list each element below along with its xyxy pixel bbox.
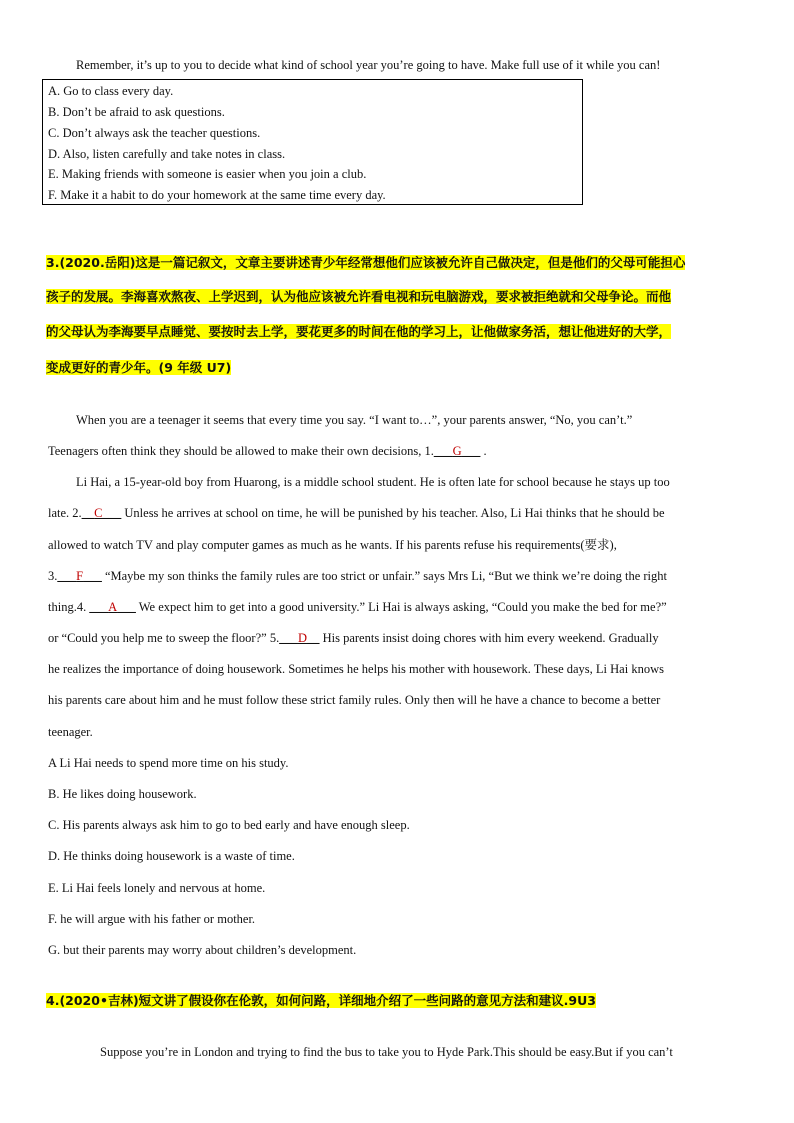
passage-line: 3.___F___ “Maybe my son thinks the family rules are too strict or unfair.” says Mrs Li, “But we think we’re doing the right <box>48 569 667 583</box>
q4-heading-line <box>46 990 596 1012</box>
passage-line: teenager. <box>48 725 93 739</box>
passage-line: he realizes the importance of doing housework. Sometimes he helps his mother with housework. These days, Li Hai knows <box>48 662 664 676</box>
blank-2: __C___ <box>81 506 122 520</box>
q3-heading-text: 3.(2020.岳阳)这是一篇记叙文，文章主要讲述青少年经常想他们应该被允许自己做决定，但是他们的父母可能担心 <box>46 255 686 270</box>
q3-option: A Li Hai needs to spend more time on his study. <box>48 756 289 770</box>
q3-option: F. he will argue with his father or mother. <box>48 912 256 926</box>
q4-heading-text: 4.(2020•吉林)短文讲了假设你在伦敦，如何问路，详细地介绍了一些问路的意见方法和建议.9U3 <box>46 993 596 1008</box>
q3-heading-line <box>46 357 231 379</box>
passage-line: or “Could you help me to sweep the floor?” 5.___D__ His parents insist doing chores with him every weekend. Gradually <box>48 631 659 645</box>
answer-5: D <box>297 631 307 645</box>
answer-1: G <box>452 444 462 458</box>
answer-4: A <box>108 600 118 614</box>
q3-heading-line <box>46 286 671 308</box>
box-option: D. Also, listen carefully and take notes in class. <box>48 147 286 161</box>
passage-line: Teenagers often think they should be allowed to make their own decisions, 1.___G___ . <box>48 444 487 458</box>
passage-line: thing.4. ___A___ We expect him to get into a good university.” Li Hai is always asking, “Could you make the bed for me?” <box>48 600 667 614</box>
passage-line: Li Hai, a 15-year-old boy from Huarong, is a middle school student. He is often late for school because he stays up too <box>76 475 670 489</box>
q3-heading-line <box>46 252 685 274</box>
passage-line: When you are a teenager it seems that every time you say. “I want to…”, your parents answer, “No, you can’t.” <box>76 413 633 427</box>
q3-option: C. His parents always ask him to go to bed early and have enough sleep. <box>48 818 410 832</box>
q3-option: E. Li Hai feels lonely and nervous at home. <box>48 881 266 895</box>
passage-line: allowed to watch TV and play computer games as much as he wants. If his parents refuse his requirements(要求), <box>48 538 617 552</box>
box-option: A. Go to class every day. <box>48 84 174 98</box>
passage-line: his parents care about him and he must follow these strict family rules. Only then will he have a chance to become a better <box>48 693 661 707</box>
box-option: F. Make it a habit to do your homework at the same time every day. <box>48 188 386 202</box>
q3-heading-text: 的父母认为李海要早点睡觉、要按时去上学，要花更多的时间在他的学习上，让他做家务活，想让他进好的大学， <box>46 324 672 339</box>
blank-5: ___D__ <box>279 631 320 645</box>
q3-option: B. He likes doing housework. <box>48 787 197 801</box>
q3-heading-text: 变成更好的青少年。(9 年级 U7) <box>46 360 232 375</box>
blank-1: ___G___ <box>433 444 481 458</box>
answer-2: C <box>94 506 103 520</box>
box-option: E. Making friends with someone is easier when you join a club. <box>48 167 367 181</box>
passage-text: Teenagers often think they should be allowed to make their own decisions, 1. <box>48 444 434 458</box>
q3-heading-text: 孩子的发展。李海喜欢熬夜、上学迟到，认为他应该被允许看电视和玩电脑游戏，要求被拒绝就和父母争论。而他 <box>46 289 672 304</box>
passage-line: late. 2.__C___ Unless he arrives at school on time, he will be punished by his teacher. Also, Li Hai thinks that he should be <box>48 506 665 520</box>
blank-3: ___F___ <box>57 569 102 583</box>
box-option: C. Don’t always ask the teacher questions. <box>48 126 261 140</box>
q3-option: D. He thinks doing housework is a waste of time. <box>48 849 295 863</box>
answer-3: F <box>76 569 84 583</box>
blank-4: ___A___ <box>89 600 136 614</box>
q4-passage-line: Suppose you’re in London and trying to find the bus to take you to Hyde Park.This should be easy.But if you can’t <box>100 1045 673 1059</box>
options-box <box>42 79 583 205</box>
intro-line: Remember, it’s up to you to decide what kind of school year you’re going to have. Make full use of it while you can! <box>76 58 661 72</box>
q3-option: G. but their parents may worry about children’s development. <box>48 943 357 957</box>
q3-heading-line <box>46 321 671 343</box>
box-option: B. Don’t be afraid to ask questions. <box>48 105 225 119</box>
